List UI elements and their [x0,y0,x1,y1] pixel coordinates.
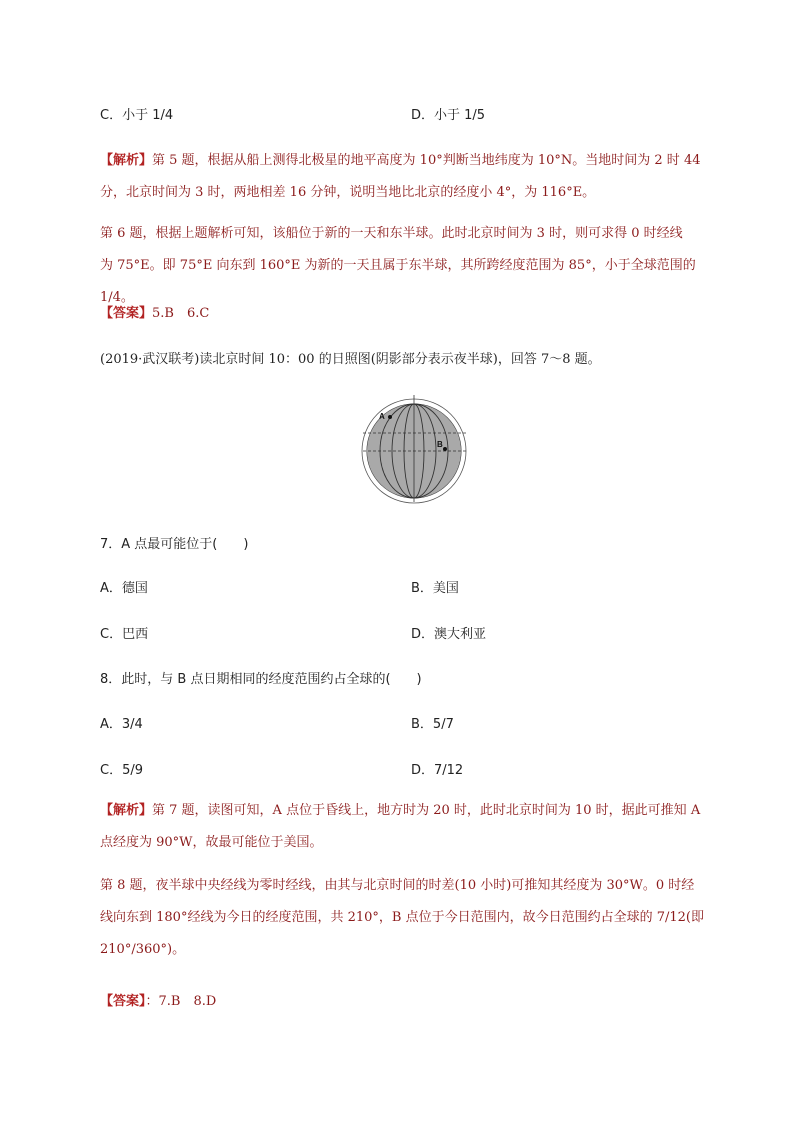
analysis-tag-2: 【解析】 [100,803,153,818]
question-8-stem: 8．此时，与 B 点日期相同的经度范围约占全球的( ) [100,672,422,687]
answer-tag-2: 【答案】 [100,994,146,1009]
analysis-q5-line2: 分，北京时间为 3 时，两地相差 16 分钟，说明当地比北京的经度小 4°，为 116°E。 [100,185,596,200]
question-7-stem: 7．A 点最可能位于( ) [100,537,249,552]
q7-option-c: C．巴西 [100,627,149,642]
point-b [443,447,447,451]
analysis-q5-line1: 第 5 题，根据从船上测得北极星的地平高度为 10°判断当地纬度为 10°N。当地时间为 2 时 44 [152,153,701,168]
analysis-q6-line2: 为 75°E。即 75°E 向东到 160°E 为新的一天且属于东半球，其所跨经度范围为 85°，小于全球范围的 1/4。 [100,258,696,305]
q6-option-d: D．小于 1/5 [411,108,486,123]
q7-option-d: D．澳大利亚 [411,627,487,642]
q8-option-d: D．7/12 [411,763,464,778]
analysis-q8-line2: 线向东到 180°经线为今日的经度范围，共 210°，B 点位于今日范围内，故今日范围约占全球的 7/12(即 [100,910,704,925]
q7-option-b: B．美国 [411,581,459,596]
label-b: B [437,440,443,449]
analysis-q7 [100,795,720,859]
label-a: A [379,412,385,421]
analysis-q8-line1: 第 8 题，夜半球中央经线为零时经线，由其与北京时间的时差(10 小时)可推知其经度为 30°W。0 时经 [100,878,695,893]
q7-option-a: A．德国 [100,581,148,596]
q8-option-c: C．5/9 [100,763,143,778]
analysis-tag: 【解析】 [100,153,153,168]
analysis-q8 [100,870,720,966]
point-a [388,415,392,419]
illumination-diagram [355,390,480,505]
analysis-q7-line1: 第 7 题，读图可知，A 点位于昏线上，地方时为 20 时，此时北京时间为 10 时，据此可推知 A [152,803,701,818]
answer-tag: 【答案】 [100,306,153,321]
question-intro: (2019·武汉联考)读北京时间 10：00 的日照图(阴影部分表示夜半球)，回答 7～8 题。 [100,352,601,367]
answer-7-8 [100,990,216,1009]
answer-5-6 [100,302,209,321]
analysis-q5 [100,145,720,209]
analysis-q7-line2: 点经度为 90°W，故最可能位于美国。 [100,835,323,850]
analysis-q8-line3: 210°/360°)。 [100,942,186,957]
answer-7-8-text: ：7.B 8.D [145,994,217,1009]
q8-option-a: A．3/4 [100,717,143,732]
analysis-q6-line1: 第 6 题，根据上题解析可知，该船位于新的一天和东半球。此时北京时间为 3 时，则可求得 0 时经线 [100,226,683,241]
analysis-q6 [100,218,720,314]
answer-5-6-text: 5.B 6.C [152,306,210,321]
q6-option-c: C．小于 1/4 [100,108,174,123]
q8-option-b: B．5/7 [411,717,454,732]
